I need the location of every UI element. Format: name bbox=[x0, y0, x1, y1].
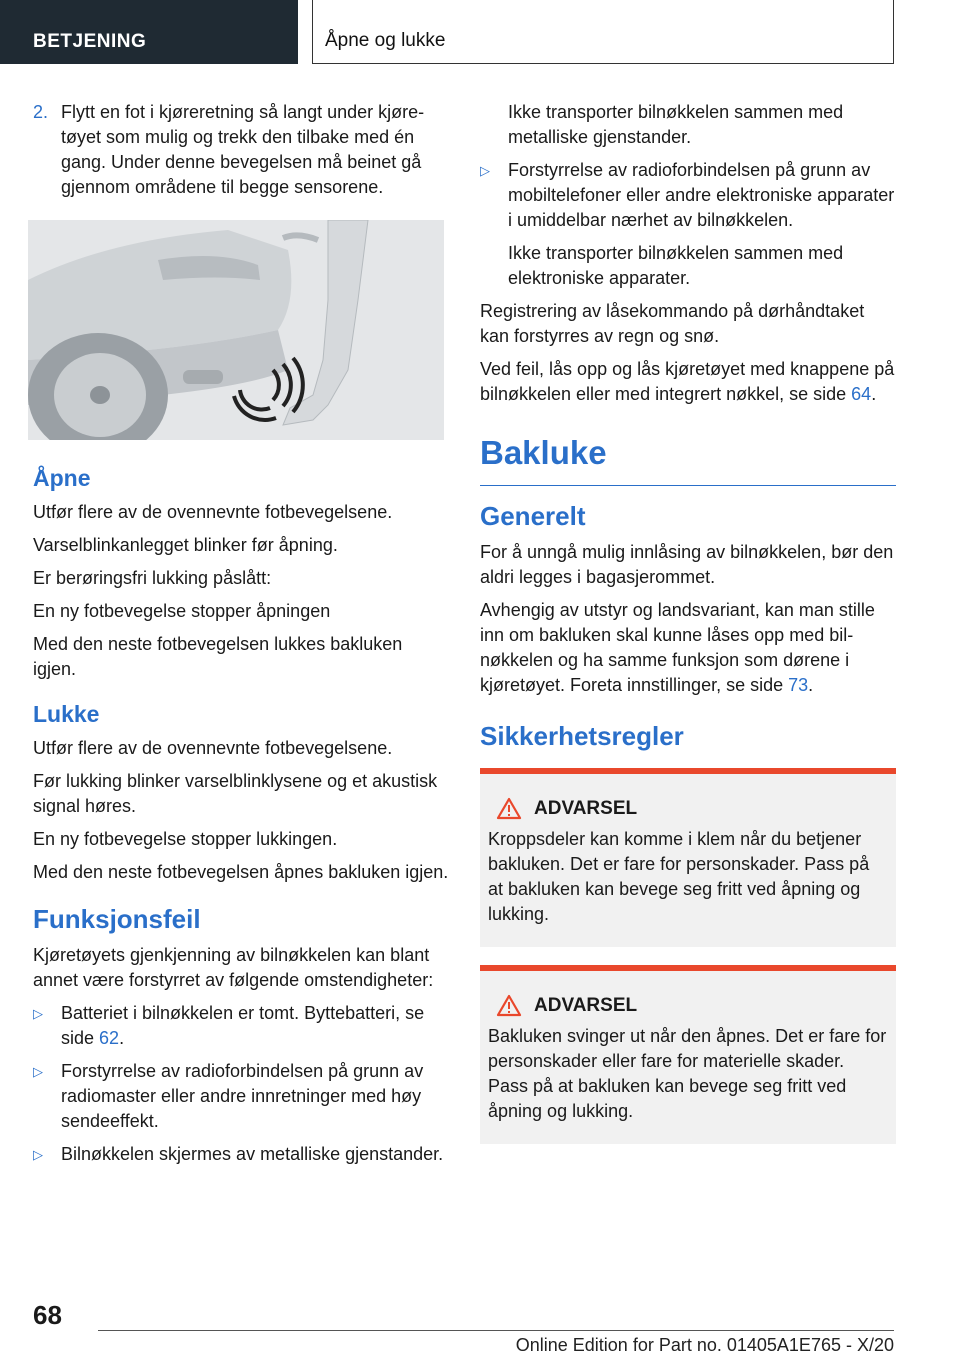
section-tab bbox=[0, 0, 298, 64]
page-number: 68 bbox=[33, 1300, 62, 1330]
heading-tailgate: Bakluke bbox=[480, 433, 896, 486]
paragraph: Utfør flere av de ovennevnte fotbevegelsene. bbox=[33, 738, 393, 758]
right-column bbox=[480, 100, 896, 1162]
triangle-bullet-icon: ▷ bbox=[33, 1064, 43, 1079]
edition-note: Online Edition for Part no. 01405A1E765 - X/20 bbox=[515, 1335, 894, 1355]
chapter-title: Åpne og lukke bbox=[325, 30, 446, 51]
step-text: Flytt en fot i kjøreretning så langt under kjøretøyet som mulig og trekk den tilbake med én gang. Under denne bevegelsen må beinet gå gjennom områdene til begge sensorene. bbox=[61, 102, 425, 197]
list-text: Bilnøkkelen skjermes av metalliske gjenstander. bbox=[61, 1144, 444, 1164]
warning-title: ADVARSEL bbox=[534, 798, 638, 819]
warning-text: Bakluken svinger ut når den åpnes. Det er fare for personskader eller fare for materielle skader. Pass på at bakluken kan bevege seg fritt ved åpning og lukking. bbox=[488, 1026, 887, 1121]
paragraph: Ved feil, lås opp og lås kjøretøyet med knappene på bilnøkkelen eller med integrert nøkkel, se side 64. bbox=[480, 359, 895, 404]
page-link-64[interactable]: 64 bbox=[851, 384, 872, 404]
illustration-foot-sensor bbox=[28, 220, 444, 440]
list-continuation: Ikke transporter bilnøkkelen sammen med metalliske gjenstander. bbox=[508, 102, 844, 147]
paragraph: Kjøretøyets gjenkjenning av bilnøkkelen kan blant annet være forstyrret av følgende omstendigheter: bbox=[33, 945, 434, 990]
paragraph: Registrering av låsekommando på dørhåndtaket kan forstyrres av regn og snø. bbox=[480, 301, 865, 346]
list-text: Forstyrrelse av radioforbindelsen på grunn av mobiltelefoner eller andre elektroniske apparater i umiddelbar nærhet av bilnøkkelen. bbox=[508, 160, 895, 230]
step-number: 2. bbox=[33, 102, 49, 122]
heading-close: Lukke bbox=[33, 701, 100, 727]
list-continuation: Ikke transporter bilnøkkelen sammen med elektroniske apparater. bbox=[508, 243, 844, 288]
warning-triangle-icon bbox=[496, 797, 522, 820]
list-item bbox=[33, 1059, 449, 1134]
triangle-bullet-icon: ▷ bbox=[33, 1147, 43, 1162]
warning-header bbox=[488, 796, 888, 821]
paragraph: Avhengig av utstyr og landsvariant, kan man stille inn om bakluken skal kunne låses opp med bilnøkkelen og ha samme funksjon som dørene i kjøretøyet. Foreta innstillinger, se side 73. bbox=[480, 600, 875, 695]
paragraph: Med den neste fotbevegelsen lukkes bakluken igjen. bbox=[33, 634, 403, 679]
warning-triangle-icon bbox=[496, 994, 522, 1017]
paragraph: Varselblinkanlegget blinker før åpning. bbox=[33, 535, 338, 555]
paragraph: Er berøringsfri lukking påslått: bbox=[33, 568, 272, 588]
chapter-header bbox=[312, 0, 894, 64]
heading-safety: Sikkerhetsregler bbox=[480, 721, 684, 751]
paragraph: En ny fotbevegelse stopper åpningen bbox=[33, 601, 331, 621]
list-text: Forstyrrelse av radioforbindelsen på grunn av radiomaster eller andre innretninger med høy sendeeffekt. bbox=[61, 1061, 424, 1131]
paragraph: Utfør flere av de ovennevnte fotbevegelsene. bbox=[33, 502, 393, 522]
warning-box bbox=[480, 965, 896, 1144]
triangle-bullet-icon: ▷ bbox=[480, 163, 490, 178]
heading-malfunction: Funksjonsfeil bbox=[33, 904, 201, 934]
heading-open: Åpne bbox=[33, 465, 91, 491]
paragraph: En ny fotbevegelse stopper lukkingen. bbox=[33, 829, 338, 849]
car-rear-illustration bbox=[28, 220, 444, 440]
triangle-bullet-icon: ▷ bbox=[33, 1006, 43, 1021]
warning-box bbox=[480, 768, 896, 947]
warning-text: Kroppsdeler kan komme i klem når du betjener bakluken. Det er fare for personskader. Pass på at bakluken kan bevege seg fritt ved åpning og lukking. bbox=[488, 829, 870, 924]
left-column bbox=[33, 100, 449, 1175]
page-link-62[interactable]: 62 bbox=[99, 1028, 120, 1048]
list-item: ▷ Batteriet i bilnøkkelen er tomt. Byttebatteri, se side 62. bbox=[33, 1003, 425, 1048]
list-item bbox=[480, 158, 896, 233]
step-item bbox=[33, 100, 449, 200]
footer-divider bbox=[98, 1330, 894, 1331]
section-title: BETJENING bbox=[33, 31, 147, 52]
paragraph: For å unngå mulig innlåsing av bilnøkkelen, bør den aldri legges i bagasjerommet. bbox=[480, 542, 894, 587]
list-text: Batteriet i bilnøkkelen er tomt. Byttebatteri, se side bbox=[61, 1003, 425, 1048]
warning-header bbox=[488, 993, 888, 1018]
warning-title: ADVARSEL bbox=[534, 995, 638, 1016]
list-item bbox=[33, 1142, 449, 1167]
paragraph: Før lukking blinker varselblinklysene og et akustisk signal høres. bbox=[33, 771, 438, 816]
heading-general: Generelt bbox=[480, 501, 586, 531]
paragraph: Med den neste fotbevegelsen åpnes bakluken igjen. bbox=[33, 862, 449, 882]
page-link-73[interactable]: 73 bbox=[788, 675, 809, 695]
